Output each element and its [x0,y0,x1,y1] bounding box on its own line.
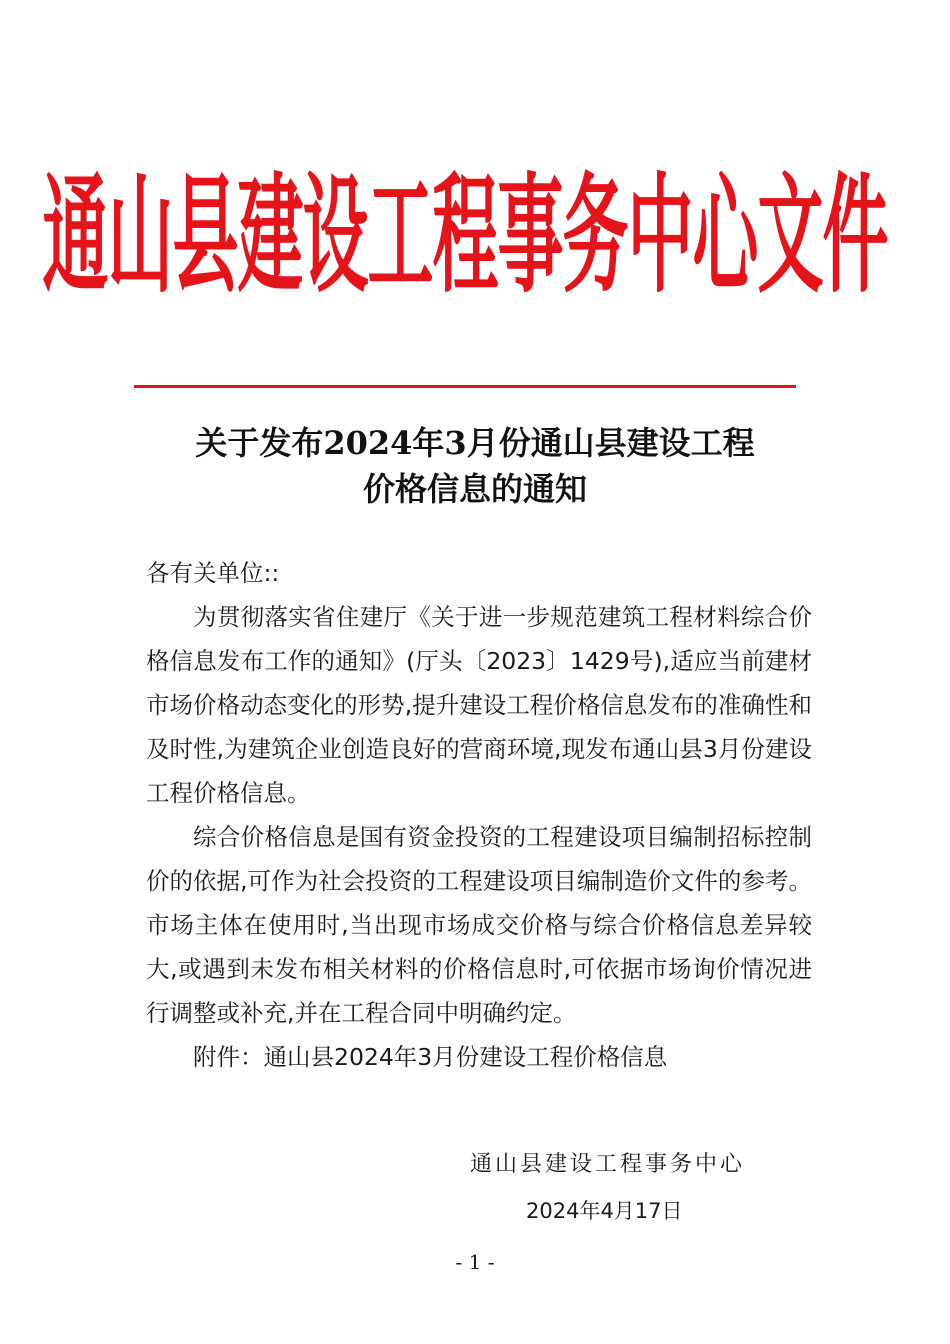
attachment-line: 附件：通山县2024年3月份建设工程价格信息 [193,1043,668,1071]
masthead-title: 通山县建设工程事务中心文件 [42,160,888,312]
document-title-line-2: 价格信息的通知 [362,470,587,508]
document-title [100,420,850,512]
red-divider-line [134,385,796,388]
body-paragraph-2: 综合价格信息是国有资金投资的工程建设项目编制招标控制价的依据,可作为社会投资的工程建设项目编制造价文件的参考。市场主体在使用时,当出现市场成交价格与综合价格信息差异较大,或遇到未发布相关材料的价格信息时,可依据市场询价情况进行调整或补充,并在工程合同中明确约定。 [146,823,812,1027]
salutation: 各有关单位:: [146,559,280,587]
page-number: - 1 - [455,1250,495,1274]
body-paragraph-1: 为贯彻落实省住建厅《关于进一步规范建筑工程材料综合价格信息发布工作的通知》(厅头〔2023〕1429号),适应当前建材市场价格动态变化的形势,提升建设工程价格信息发布的准确性和及时性,为建筑企业创造良好的营商环境,现发布通山县3月份建设工程价格信息。 [146,603,812,807]
issue-date: 2024年4月17日 [526,1199,683,1223]
issuing-organization: 通山县建设工程事务中心 [470,1152,746,1177]
document-title-line-1: 关于发布2024年3月份通山县建设工程 [195,424,755,462]
document-body [146,551,812,1079]
